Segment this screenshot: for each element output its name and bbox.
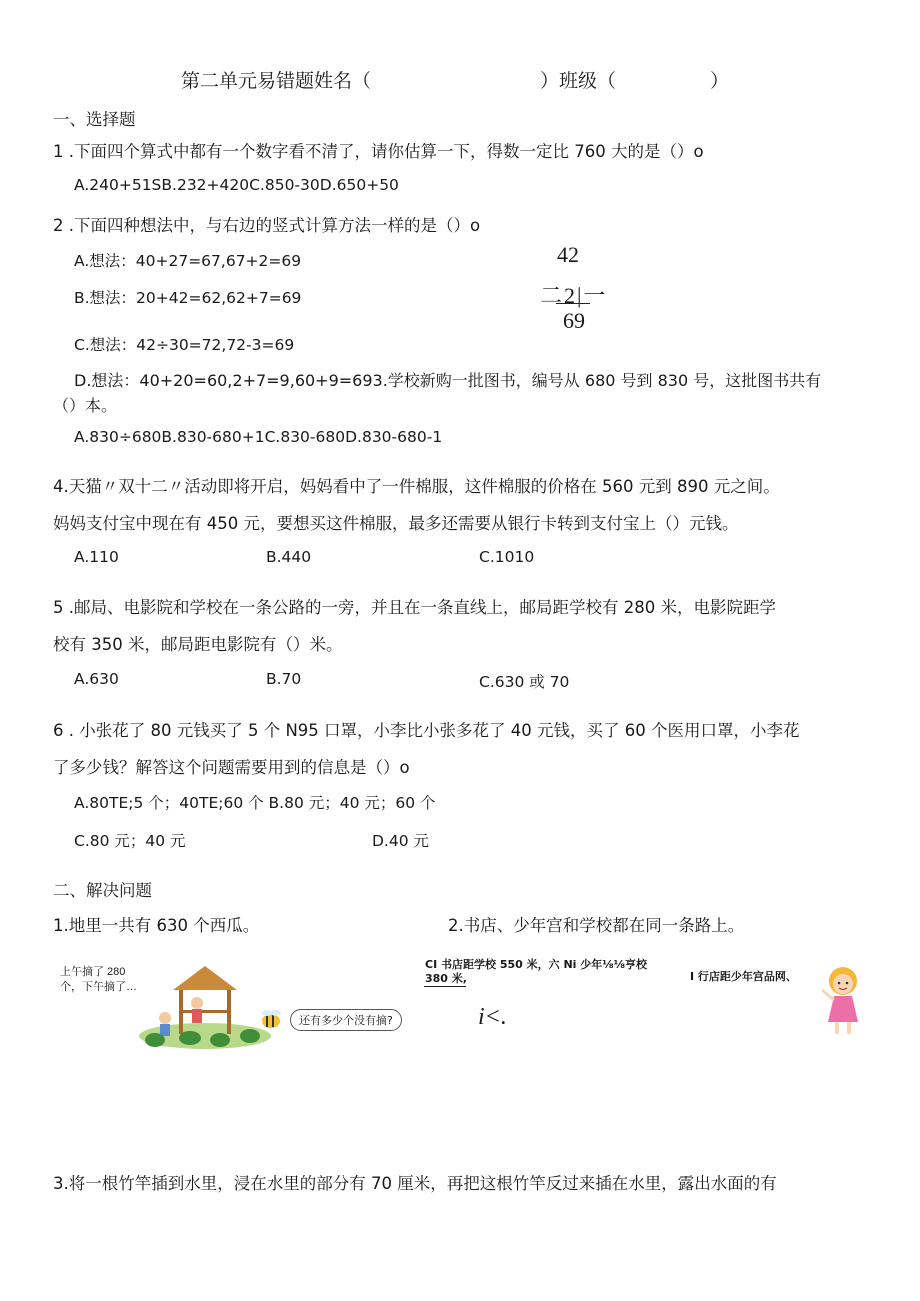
title-end-paren: ） xyxy=(710,70,730,92)
p2-bubble-left-line1: CI 书店距学校 550 米，六 Ni 少年⅛⅛亨校 xyxy=(425,958,648,971)
p2-bubble-left xyxy=(425,958,647,986)
q6-option-d: D.40 元 xyxy=(372,832,430,850)
q4-line2: 妈妈支付宝中现在有 450 元，要想买这件棉服，最多还需要从银行卡转到支付宝上（）元钱。 xyxy=(53,514,739,533)
q1-options: A.240+51SB.232+420C.850-30D.650+50 xyxy=(74,176,399,194)
q6-options-ab: A.80TE;5 个；40TE;60 个 B.80 元；40 元；60 个 xyxy=(74,794,436,812)
q6-line2: 了多少钱？解答这个问题需要用到的信息是（）o xyxy=(53,758,410,777)
q4-line1: 4.天猫〃双十二〃活动即将开启，妈妈看中了一件棉服，这件棉服的价格在 560 元到 890 元之间。 xyxy=(53,477,780,496)
q5-option-a: A.630 xyxy=(74,670,119,688)
q5-option-b: B.70 xyxy=(266,670,302,688)
q5-line1: 5 .邮局、电影院和学校在一条公路的一旁，并且在一条直线上，邮局距学校有 280 米，电影院距学 xyxy=(53,598,776,617)
q2-option-a: A.想法：40+27=67,67+2=69 xyxy=(74,252,302,270)
page-title xyxy=(181,66,371,93)
vertical-calc-rule xyxy=(556,303,590,304)
q2-option-c: C.想法：42÷30=72,72-3=69 xyxy=(74,336,295,354)
q5-line2: 校有 350 米，邮局距电影院有（）米。 xyxy=(53,635,343,654)
watermelon-field-illustration xyxy=(135,960,275,1052)
p2-bubble-right: I 行店距少年宫品网、 xyxy=(690,970,797,983)
q2-option-d-and-q3-stem: D.想法：40+20=60,2+7=9,60+9=693.学校新购一批图书，编号从 680 号到 830 号，这批图书共有 xyxy=(74,371,822,390)
p2-scribble: i<. xyxy=(478,1004,507,1030)
p1-speech-bubble: 还有多少个没有摘? xyxy=(290,1009,402,1031)
section2-heading: 二、解决问题 xyxy=(53,881,152,900)
q3-stem-tail: （）本。 xyxy=(53,396,118,415)
q1-stem: 1 .下面四个算式中都有一个数字看不清了，请你估算一下，得数一定比 760 大的是（）o xyxy=(53,142,704,161)
p2-bubble-left-line2: 380 米, xyxy=(425,972,467,985)
q2-stem: 2 .下面四种想法中，与右边的竖式计算方法一样的是（）o xyxy=(53,216,481,235)
section1-heading: 一、选择题 xyxy=(53,110,136,129)
q4-option-a: A.110 xyxy=(74,548,119,566)
q2-option-b: B.想法：20+42=62,62+7=69 xyxy=(74,289,302,307)
p3-line1: 3.将一根竹竿插到水里，浸在水里的部分有 70 厘米，再把这根竹竿反过来插在水里，露出水面的有 xyxy=(53,1174,777,1193)
p2-stem: 2.书店、少年宫和学校都在同一条路上。 xyxy=(448,916,745,935)
q4-option-c: C.1010 xyxy=(479,548,535,566)
q6-option-c: C.80 元；40 元 xyxy=(74,832,186,850)
girl-character-icon xyxy=(818,964,868,1038)
vertical-calc-middle: 二2|一 xyxy=(540,283,608,308)
q3-options: A.830÷680B.830-680+1C.830-680D.830-680-1 xyxy=(74,428,443,446)
vertical-calc-bottom: 69 xyxy=(563,308,585,333)
p1-caption-line2: 个，下午摘了… xyxy=(60,981,137,993)
p2-underline xyxy=(424,986,466,987)
title-name-label: 第二单元易错题姓名（ xyxy=(181,70,372,92)
vertical-calc-top: 42 xyxy=(557,242,579,267)
q4-option-b: B.440 xyxy=(266,548,312,566)
q6-line1: 6 . 小张花了 80 元钱买了 5 个 N95 口罩，小李比小张多花了 40 元钱，买了 60 个医用口罩，小李花 xyxy=(53,721,800,740)
title-class-label: ）班级（ xyxy=(540,70,617,92)
q5-option-c: C.630 或 70 xyxy=(479,673,570,691)
bee-character-icon xyxy=(258,1006,284,1032)
p1-caption-line1: 上午摘了 280 xyxy=(60,966,126,978)
p1-caption xyxy=(60,965,137,995)
p1-stem: 1.地里一共有 630 个西瓜。 xyxy=(53,916,260,935)
